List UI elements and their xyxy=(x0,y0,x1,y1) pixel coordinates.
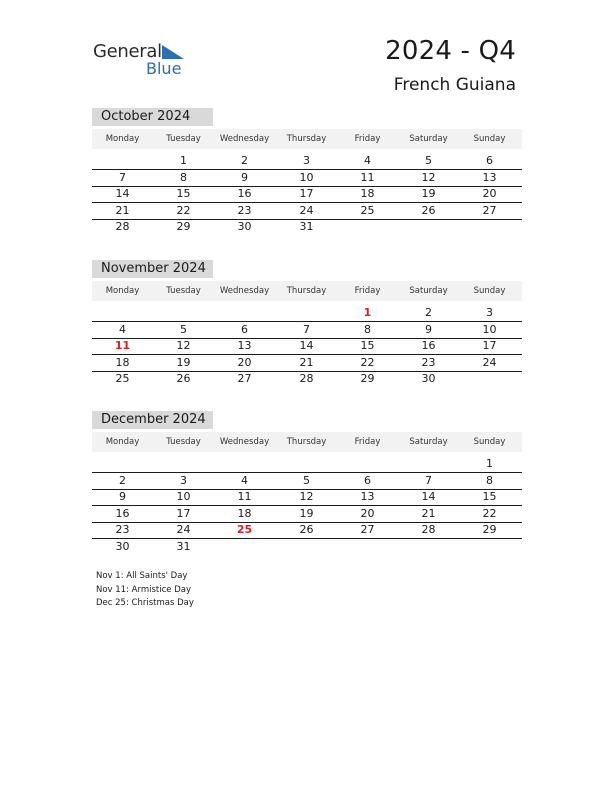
weekday-header: Wednesday xyxy=(219,437,270,447)
week-row xyxy=(92,322,522,339)
day-cell: 30 xyxy=(421,372,436,386)
logo-word-general: General xyxy=(93,41,162,62)
day-cell: 29 xyxy=(482,523,497,537)
day-cell: 16 xyxy=(115,506,130,520)
day-cell: 16 xyxy=(421,339,436,353)
weekday-header: Wednesday xyxy=(219,134,270,144)
day-cell: 12 xyxy=(299,490,314,504)
weekday-header: Thursday xyxy=(286,437,327,447)
weekday-header: Monday xyxy=(105,286,140,296)
day-cell: 9 xyxy=(425,322,432,336)
holiday-day-cell: 11 xyxy=(114,339,131,353)
weekday-header: Tuesday xyxy=(166,134,201,144)
day-cell: 16 xyxy=(237,187,252,201)
day-cell: 2 xyxy=(425,306,432,319)
day-cell: 31 xyxy=(299,220,314,234)
week-row xyxy=(92,186,522,203)
day-cell: 7 xyxy=(303,322,310,336)
day-cell: 10 xyxy=(299,170,314,184)
day-cell: 21 xyxy=(115,203,130,217)
holiday-note: Nov 11: Armistice Day xyxy=(96,584,191,595)
weekday-header: Sunday xyxy=(473,134,506,144)
day-cell: 11 xyxy=(360,170,375,184)
day-cell: 26 xyxy=(421,203,436,217)
day-cell: 30 xyxy=(237,220,252,234)
day-cell: 27 xyxy=(360,523,375,537)
day-cell: 13 xyxy=(482,170,497,184)
day-cell: 8 xyxy=(180,170,187,184)
holiday-note: Dec 25: Christmas Day xyxy=(96,598,194,608)
day-cell: 4 xyxy=(241,473,248,487)
day-cell: 19 xyxy=(421,187,436,201)
day-cell: 6 xyxy=(241,322,248,336)
day-cell: 24 xyxy=(176,523,191,537)
day-cell: 3 xyxy=(303,154,310,167)
day-cell: 22 xyxy=(360,355,375,369)
day-cell: 23 xyxy=(237,203,252,217)
month-label: November 2024 xyxy=(92,260,213,278)
day-cell: 2 xyxy=(119,473,126,487)
day-cell: 28 xyxy=(115,220,130,234)
day-cell: 18 xyxy=(360,187,375,201)
weekday-header: Monday xyxy=(105,437,140,447)
weekday-header-row xyxy=(92,281,522,301)
logo-triangle-icon xyxy=(162,45,184,59)
day-cell: 11 xyxy=(237,490,252,504)
day-cell: 19 xyxy=(176,355,191,369)
day-cell: 3 xyxy=(180,473,187,487)
day-cell: 22 xyxy=(482,506,497,520)
generalblue-logo xyxy=(93,40,193,80)
day-cell: 9 xyxy=(241,170,248,184)
month-block xyxy=(92,411,522,560)
day-cell: 19 xyxy=(299,506,314,520)
week-row xyxy=(92,355,522,372)
day-cell: 4 xyxy=(364,154,371,167)
day-cell: 14 xyxy=(115,187,130,201)
weekday-header: Tuesday xyxy=(166,437,201,447)
week-row xyxy=(92,489,522,506)
day-cell: 22 xyxy=(176,203,191,217)
day-cell: 10 xyxy=(176,490,191,504)
day-cell: 21 xyxy=(421,506,436,520)
holiday-day-cell: 1 xyxy=(363,306,372,319)
weekday-header-row xyxy=(92,129,522,149)
day-cell: 18 xyxy=(115,355,130,369)
week-row xyxy=(92,203,522,220)
day-cell: 10 xyxy=(482,322,497,336)
day-cell: 12 xyxy=(421,170,436,184)
weekday-header: Friday xyxy=(354,286,381,296)
day-cell: 20 xyxy=(237,355,252,369)
weekday-header: Thursday xyxy=(286,134,327,144)
day-cell: 7 xyxy=(425,473,432,487)
weekday-header: Friday xyxy=(354,134,381,144)
day-cell: 21 xyxy=(299,355,314,369)
month-label: December 2024 xyxy=(92,411,213,429)
day-cell: 5 xyxy=(425,154,432,167)
day-cell: 5 xyxy=(303,473,310,487)
day-cell: 8 xyxy=(486,473,493,487)
day-cell: 29 xyxy=(360,372,375,386)
day-cell: 20 xyxy=(482,187,497,201)
week-row xyxy=(92,539,522,555)
day-cell: 2 xyxy=(241,154,248,167)
weekday-header: Wednesday xyxy=(219,286,270,296)
weekday-header: Saturday xyxy=(409,437,448,447)
holiday-note: Nov 1: All Saints' Day xyxy=(96,571,188,581)
week-row xyxy=(92,371,522,387)
weekday-header: Sunday xyxy=(473,286,506,296)
page-title: 2024 - Q4 xyxy=(385,36,516,66)
week-row xyxy=(92,305,522,322)
week-row xyxy=(92,456,522,473)
day-cell: 30 xyxy=(115,540,130,553)
day-cell: 23 xyxy=(421,355,436,369)
day-cell: 17 xyxy=(299,187,314,201)
day-cell: 18 xyxy=(237,506,252,520)
day-cell: 3 xyxy=(486,306,493,319)
day-cell: 17 xyxy=(482,339,497,353)
day-cell: 13 xyxy=(360,490,375,504)
day-cell: 24 xyxy=(299,203,314,217)
weekday-header: Saturday xyxy=(409,286,448,296)
week-row xyxy=(92,506,522,523)
day-cell: 20 xyxy=(360,506,375,520)
day-cell: 28 xyxy=(421,523,436,537)
weekday-header: Thursday xyxy=(286,286,327,296)
day-cell: 15 xyxy=(482,490,497,504)
day-cell: 25 xyxy=(360,203,375,217)
month-block xyxy=(92,108,522,240)
day-cell: 14 xyxy=(299,339,314,353)
day-cell: 14 xyxy=(421,490,436,504)
day-cell: 27 xyxy=(237,372,252,386)
day-cell: 7 xyxy=(119,170,126,184)
day-cell: 12 xyxy=(176,339,191,353)
month-label: October 2024 xyxy=(92,108,213,126)
day-cell: 8 xyxy=(364,322,371,336)
holiday-day-cell: 25 xyxy=(236,523,253,537)
day-cell: 1 xyxy=(486,457,493,470)
week-row xyxy=(92,219,522,235)
day-cell: 17 xyxy=(176,506,191,520)
day-cell: 13 xyxy=(237,339,252,353)
day-cell: 15 xyxy=(360,339,375,353)
weekday-header: Sunday xyxy=(473,437,506,447)
week-row xyxy=(92,338,522,355)
day-cell: 27 xyxy=(482,203,497,217)
day-cell: 6 xyxy=(486,154,493,167)
weekday-header: Saturday xyxy=(409,134,448,144)
day-cell: 24 xyxy=(482,355,497,369)
day-cell: 29 xyxy=(176,220,191,234)
day-cell: 15 xyxy=(176,187,191,201)
day-cell: 28 xyxy=(299,372,314,386)
week-row xyxy=(92,473,522,490)
weekday-header: Friday xyxy=(354,437,381,447)
day-cell: 4 xyxy=(119,322,126,336)
weekday-header: Tuesday xyxy=(166,286,201,296)
week-row xyxy=(92,522,522,539)
month-block xyxy=(92,260,522,392)
country-name: French Guiana xyxy=(393,75,516,95)
holiday-notes xyxy=(96,570,194,611)
day-cell: 6 xyxy=(364,473,371,487)
week-row xyxy=(92,170,522,187)
day-cell: 5 xyxy=(180,322,187,336)
logo-word-blue: Blue xyxy=(146,59,182,78)
day-cell: 9 xyxy=(119,490,126,504)
day-cell: 23 xyxy=(115,523,130,537)
day-cell: 31 xyxy=(176,540,191,553)
weekday-header-row xyxy=(92,432,522,452)
weekday-header: Monday xyxy=(105,134,140,144)
day-cell: 1 xyxy=(180,154,187,167)
day-cell: 26 xyxy=(176,372,191,386)
week-row xyxy=(92,153,522,170)
day-cell: 26 xyxy=(299,523,314,537)
day-cell: 25 xyxy=(115,372,130,386)
